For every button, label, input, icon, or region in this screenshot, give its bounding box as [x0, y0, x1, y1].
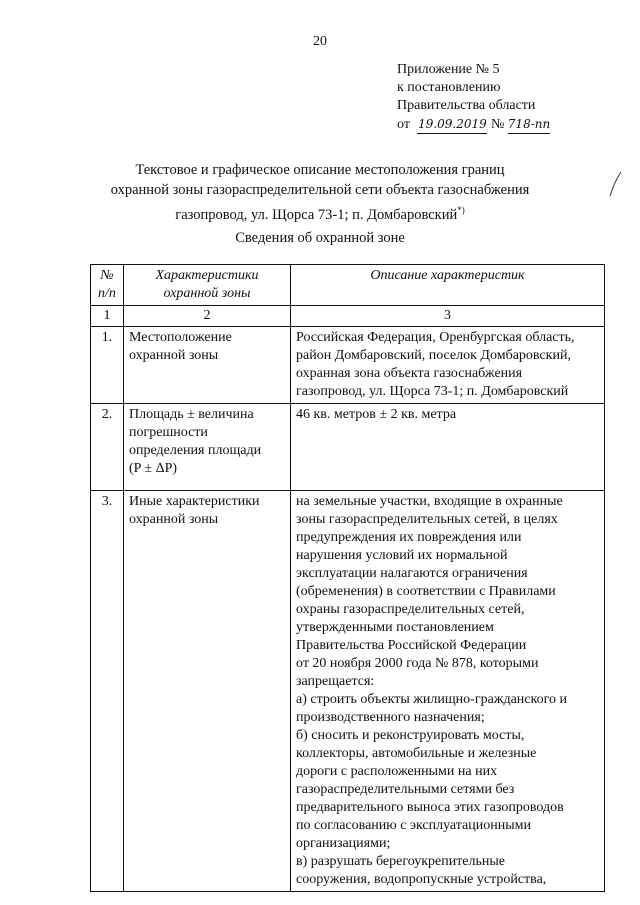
- column-number-1: 1: [91, 306, 124, 327]
- header-num-line-1: №: [100, 268, 114, 283]
- characteristic-line: определения площади: [129, 443, 262, 458]
- description-line: в) разрушать берегоукрепительные: [296, 854, 506, 869]
- characteristic-line: (P ± ΔP): [129, 461, 178, 476]
- title-line-1: Текстовое и графическое описание местоположения границ: [135, 162, 505, 178]
- description-line: б) сносить и реконструировать мосты,: [296, 728, 525, 743]
- description-line: 46 кв. метров ± 2 кв. метра: [296, 407, 457, 422]
- margin-pen-mark: [608, 170, 624, 198]
- header-num-line-2: п/п: [98, 286, 116, 301]
- description-line: охранная зона объекта газоснабжения: [296, 366, 523, 381]
- annex-line-2: к постановлению: [397, 80, 501, 95]
- row-number: 3.: [91, 491, 124, 892]
- row-characteristic: [124, 491, 291, 892]
- annex-line-3: Правительства области: [397, 98, 536, 113]
- characteristic-line: погрешности: [129, 425, 208, 440]
- description-line: (обременения) в соответствии с Правилами: [296, 584, 556, 599]
- description-line: утвержденными постановлением: [296, 620, 494, 635]
- description-line: организациями;: [296, 836, 391, 851]
- description-line: эксплуатации налагаются ограничения: [296, 566, 528, 581]
- title-line-3: [70, 200, 570, 225]
- description-line: Правительства Российской Федерации: [296, 638, 527, 653]
- row-spacer: [129, 478, 285, 488]
- header-num: [91, 265, 124, 306]
- description-line: на земельные участки, входящие в охранные: [296, 494, 563, 509]
- table-row: [91, 327, 605, 404]
- description-line: коллекторы, автомобильные и железные: [296, 746, 537, 761]
- row-description: [291, 404, 605, 491]
- annex-date-handwritten: 19.09.2019: [417, 115, 487, 134]
- header-char-line-1: Характеристики: [155, 268, 259, 283]
- row-number: 1.: [91, 327, 124, 404]
- description-line: предупреждения их повреждения или: [296, 530, 522, 545]
- annex-number-handwritten: 718-пп: [508, 115, 550, 134]
- description-line: сооружения, водопропускные устройства,: [296, 872, 547, 887]
- characteristic-line: Местоположение: [129, 330, 232, 345]
- row-number: 2.: [91, 404, 124, 491]
- description-line: дороги с расположенными на них: [296, 764, 498, 779]
- row-characteristic: [124, 404, 291, 491]
- section-subtitle: Сведения об охранной зоне: [235, 230, 405, 246]
- annex-number-label: №: [490, 117, 505, 132]
- table-row: [91, 491, 605, 892]
- annex-line-4: [397, 115, 550, 134]
- page-number: 20: [313, 34, 327, 49]
- description-line: запрещается:: [296, 674, 375, 689]
- header-description: Описание характеристик: [291, 265, 605, 306]
- header-char-line-2: охранной зоны: [163, 286, 251, 301]
- description-line: по согласованию с эксплуатационными: [296, 818, 531, 833]
- column-number-row: [91, 306, 605, 327]
- description-line: зоны газораспределительных сетей, в целях: [296, 512, 558, 527]
- description-line: газораспределительными сетями без: [296, 782, 515, 797]
- description-line: нарушения условий их нормальной: [296, 548, 508, 563]
- column-number-3: 3: [291, 306, 605, 327]
- annex-line-1: Приложение № 5: [397, 62, 500, 77]
- table-row: [91, 404, 605, 491]
- header-characteristics: [124, 265, 291, 306]
- annex-from-label: от: [397, 117, 410, 132]
- description-line: охраны газораспределительных сетей,: [296, 602, 525, 617]
- characteristic-line: Площадь ± величина: [129, 407, 254, 422]
- characteristic-line: охранной зоны: [129, 512, 219, 527]
- row-description: [291, 491, 605, 892]
- description-line: газопровод, ул. Щорса 73-1; п. Домбаровский: [296, 384, 569, 399]
- characteristic-line: охранной зоны: [129, 348, 219, 363]
- title-line-2: охранной зоны газораспределительной сети объекта газоснабжения: [110, 182, 530, 198]
- row-characteristic: [124, 327, 291, 404]
- footnote-mark: *): [457, 205, 465, 215]
- description-line: от 20 ноября 2000 года № 878, которыми: [296, 656, 539, 671]
- row-description: [291, 327, 605, 404]
- description-line: а) строить объекты жилищно-гражданского и: [296, 692, 567, 707]
- description-line: Российская Федерация, Оренбургская область,: [296, 330, 575, 345]
- description-line: район Домбаровский, поселок Домбаровский,: [296, 348, 571, 363]
- annex-header: [397, 61, 550, 134]
- column-number-2: 2: [124, 306, 291, 327]
- title-line-3-text: газопровод, ул. Щорса 73-1; п. Домбаровский: [175, 206, 458, 223]
- table-header-row: [91, 265, 605, 306]
- description-line: производственного назначения;: [296, 710, 485, 725]
- characteristic-line: Иные характеристики: [129, 494, 260, 509]
- protection-zone-table: [90, 264, 605, 892]
- description-line: предварительного выноса этих газопроводов: [296, 800, 564, 815]
- document-title: [70, 160, 570, 225]
